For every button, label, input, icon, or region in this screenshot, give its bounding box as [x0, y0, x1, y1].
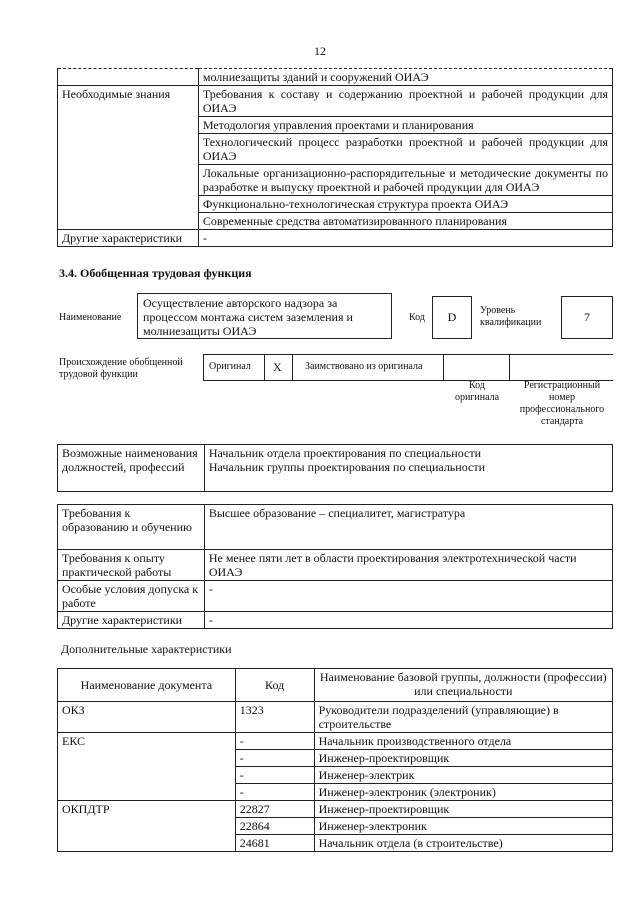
- reg-caption: Регистрационный номер профессионального стандарта: [519, 380, 605, 427]
- table-row: [58, 581, 613, 612]
- table-row: [58, 801, 613, 818]
- code-cell: -: [235, 750, 314, 767]
- name-cell: Инженер-электроник: [314, 818, 612, 835]
- name-cell: Начальник отдела (в строительстве): [314, 835, 612, 852]
- function-name-box: [137, 293, 392, 339]
- borrowed-label: Заимствовано из оригинала: [305, 361, 423, 372]
- table-row: [58, 445, 613, 492]
- knowledge-value: Локальные организационно-распорядительные и методические документы по разработке и выпуску проектной и рабочей продукции для ОИАЭ: [198, 165, 612, 196]
- original-label: Оригинал: [209, 361, 251, 372]
- doc-cell: ОКЗ: [58, 702, 236, 733]
- position-item: Начальник отдела проектирования по специальности: [208, 446, 481, 460]
- table-header: [58, 669, 613, 702]
- level-box: [561, 296, 613, 339]
- original-mark: X: [273, 360, 282, 374]
- name-cell: Инженер-электрик: [314, 767, 612, 784]
- knowledge-value: -: [198, 230, 612, 247]
- knowledge-value: Требования к составу и содержанию проектной и рабочей продукции для ОИАЭ: [198, 86, 612, 117]
- code-box: [432, 296, 472, 339]
- positions-values: [204, 445, 612, 492]
- code-cell: 1323: [235, 702, 314, 733]
- function-name: Осуществление авторского надзора за процессом монтажа систем заземления и молниезащиты ОИАЭ: [143, 296, 353, 338]
- table-row: [58, 612, 613, 629]
- level-value: 7: [584, 310, 590, 324]
- position-item: Начальник группы проектирования по специальности: [208, 460, 485, 474]
- table-row: [58, 733, 613, 750]
- table-row: [58, 550, 613, 581]
- level-label: Уровень квалификации: [480, 305, 542, 328]
- name-cell: Начальник производственного отдела: [314, 733, 612, 750]
- code-value: D: [447, 310, 457, 324]
- name-label: Наименование: [59, 312, 122, 323]
- code-cell: 24681: [235, 835, 314, 852]
- table-row: [58, 505, 613, 550]
- requirement-value: Не менее пяти лет в области проектирования электротехнической части ОИАЭ: [204, 550, 612, 581]
- requirement-value: Высшее образование – специалитет, магистратура: [204, 505, 612, 550]
- code-cell: 22864: [235, 818, 314, 835]
- knowledge-value: Методология управления проектами и планирования: [198, 117, 612, 134]
- origin-label: Происхождение обобщенной трудовой функции: [59, 357, 183, 380]
- section-title: 3.4. Обобщенная трудовая функция: [59, 266, 252, 280]
- knowledge-value: Современные средства автоматизированного планирования: [198, 213, 612, 230]
- doc-cell: ЕКС: [58, 733, 236, 801]
- requirement-label: Требования к образованию и обучению: [58, 505, 205, 550]
- doc-cell: ОКПДТР: [58, 801, 236, 852]
- header-name: Наименование базовой группы, должности (профессии) или специальности: [314, 669, 612, 702]
- requirement-value: -: [204, 612, 612, 629]
- additional-title: Дополнительные характеристики: [61, 642, 232, 656]
- requirement-label: Требования к опыту практической работы: [58, 550, 205, 581]
- code-caption: Код оригинала: [454, 380, 500, 403]
- requirement-label: Особые условия допуска к работе: [58, 581, 205, 612]
- name-cell: Инженер-проектировщик: [314, 750, 612, 767]
- code-cell: -: [235, 733, 314, 750]
- positions-label: Возможные наименования должностей, профессий: [58, 445, 205, 492]
- code-cell: -: [235, 784, 314, 801]
- requirement-value: -: [204, 581, 612, 612]
- knowledge-label: Другие характеристики: [58, 230, 199, 247]
- requirements-table: [57, 504, 613, 629]
- positions-table: [57, 444, 613, 492]
- code-label: Код: [409, 312, 425, 323]
- table-row: [58, 702, 613, 733]
- header-doc: Наименование документа: [58, 669, 236, 702]
- table-row: [58, 230, 613, 247]
- requirement-label: Другие характеристики: [58, 612, 205, 629]
- additional-table: [57, 668, 613, 852]
- knowledge-value: Функционально-технологическая структура проекта ОИАЭ: [198, 196, 612, 213]
- code-cell: 22827: [235, 801, 314, 818]
- knowledge-table: [57, 68, 613, 247]
- header-code: Код: [235, 669, 314, 702]
- table-row: [58, 69, 613, 86]
- page-number: 12: [314, 44, 326, 58]
- knowledge-value: Технологический процесс разработки проектной и рабочей продукции для ОИАЭ: [198, 134, 612, 165]
- name-cell: Руководители подразделений (управляющие) в строительстве: [314, 702, 612, 733]
- knowledge-value: молниезащиты зданий и сооружений ОИАЭ: [198, 69, 612, 86]
- name-cell: Инженер-проектировщик: [314, 801, 612, 818]
- knowledge-label: Необходимые знания: [58, 86, 199, 230]
- table-row: [58, 86, 613, 117]
- name-cell: Инженер-электроник (электроник): [314, 784, 612, 801]
- code-cell: -: [235, 767, 314, 784]
